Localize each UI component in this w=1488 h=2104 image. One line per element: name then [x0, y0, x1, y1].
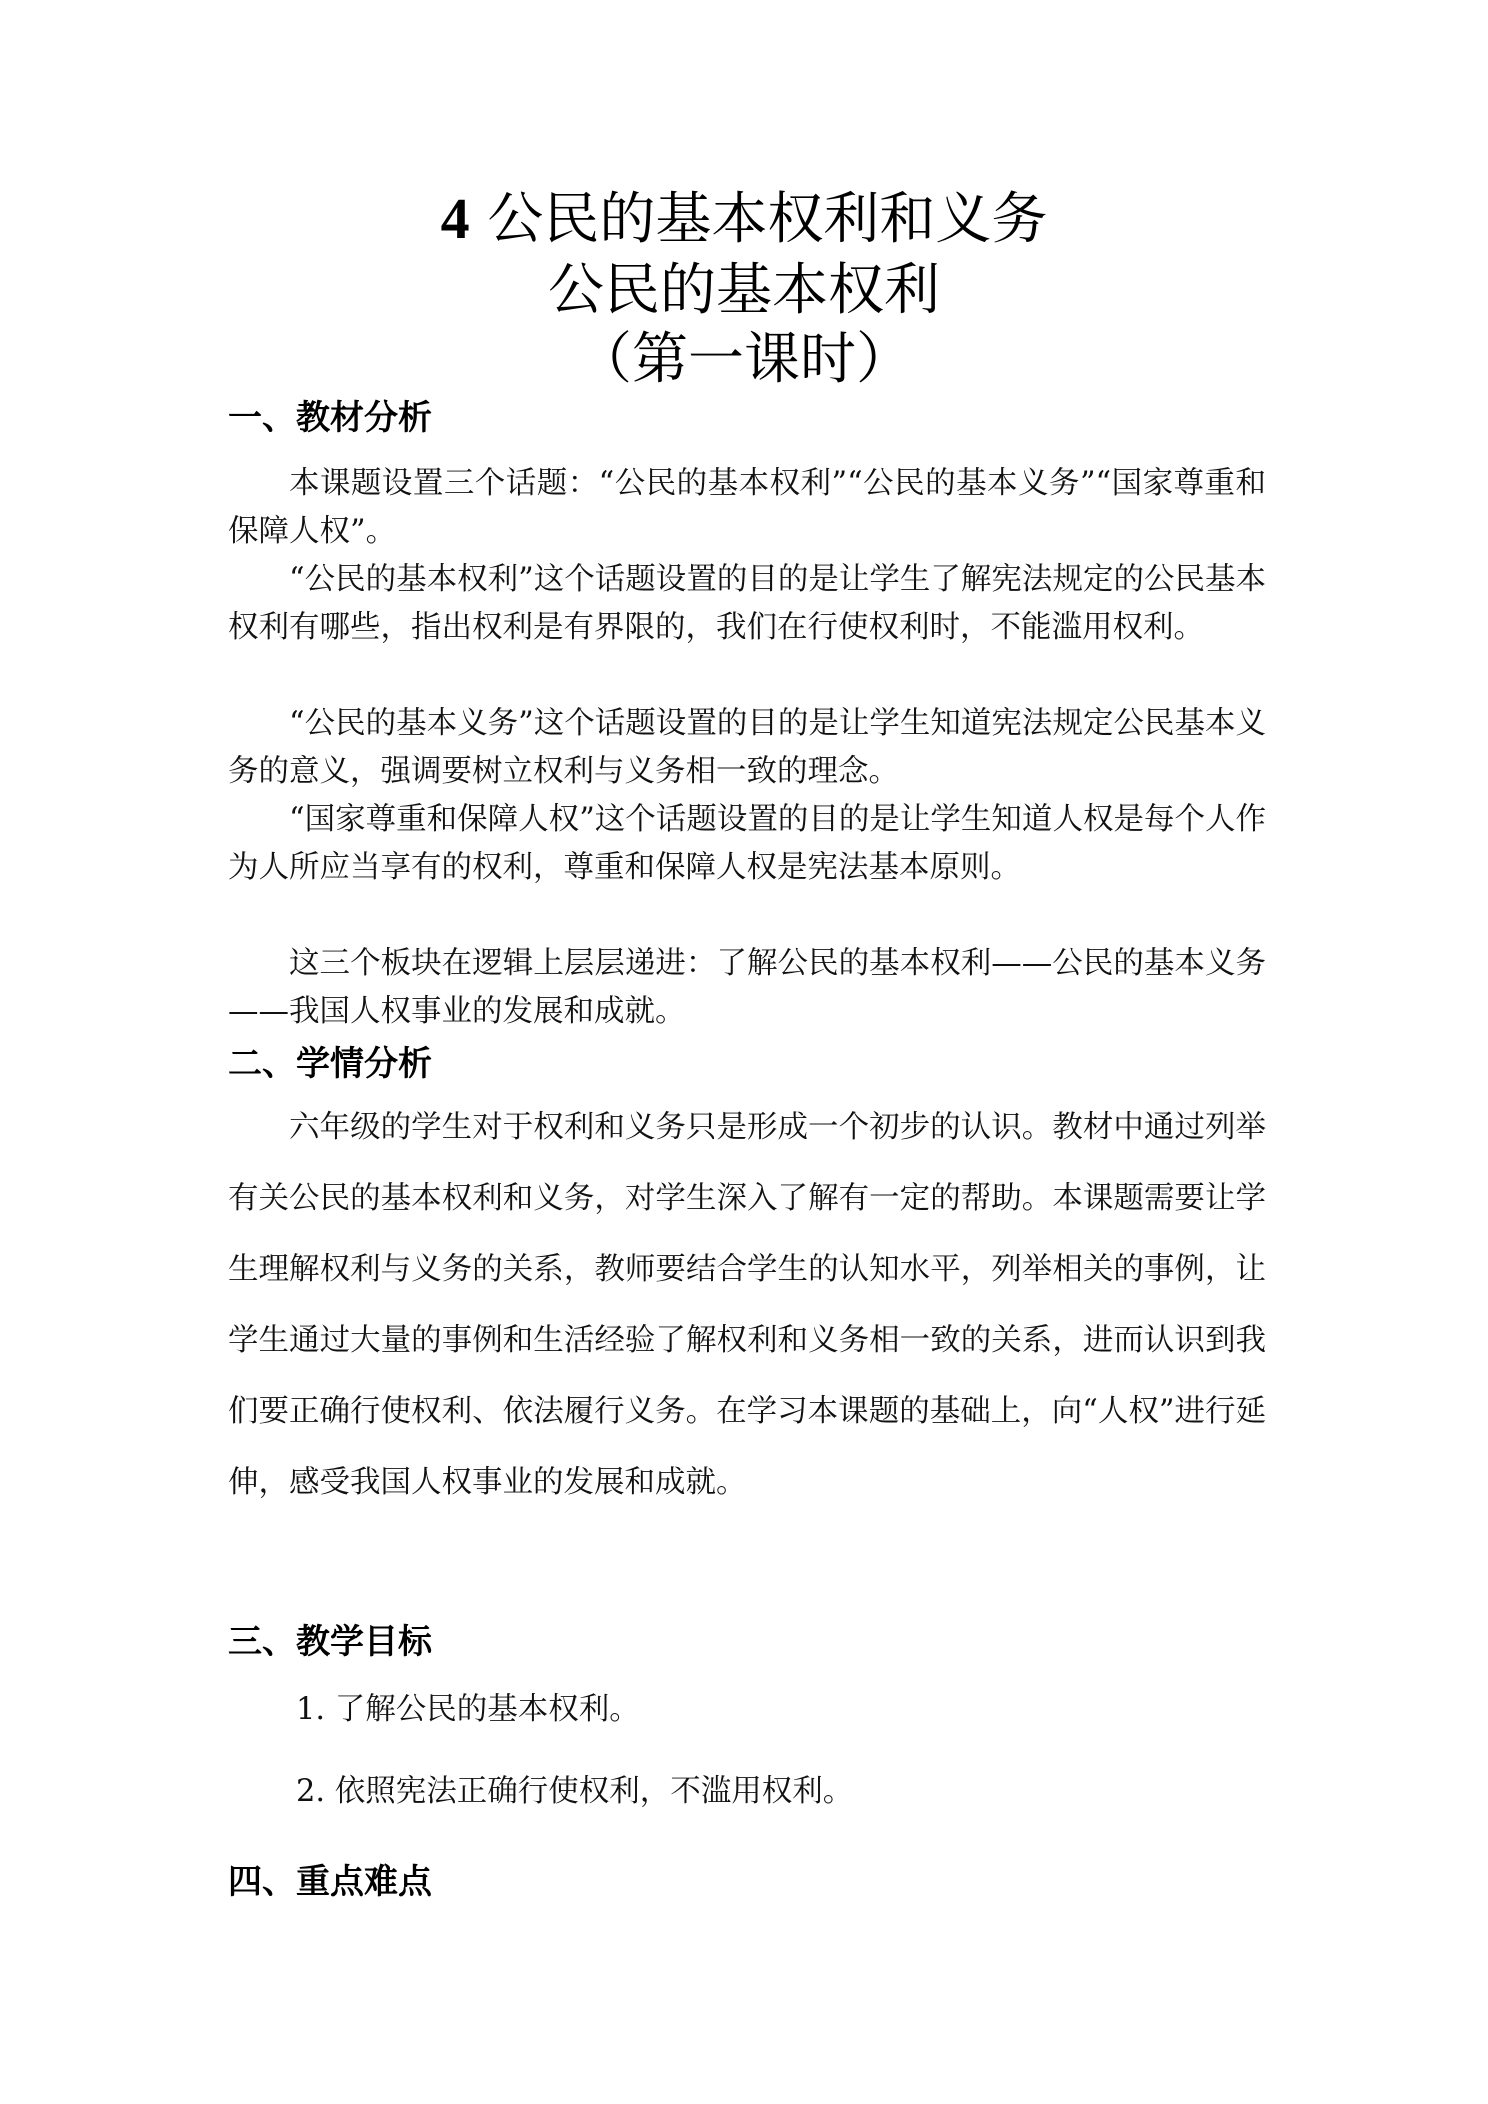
lesson-title-text: 公民的基本权利和义务: [487, 187, 1048, 252]
lesson-title: [0, 184, 1488, 255]
paragraph: “国家尊重和保障人权”这个话题设置的目的是让学生知道人权是每个人作为人所应当享有的权利，尊重和保障人权是宪法基本原则。: [228, 802, 1266, 885]
objective-item: 1. 了解公民的基本权利。: [296, 1692, 640, 1727]
lesson-subtitle: 公民的基本权利: [548, 258, 940, 323]
lesson-period: （第一课时）: [576, 327, 912, 392]
paragraph: 这三个板块在逻辑上层层递进：了解公民的基本权利——公民的基本义务——我国人权事业的发展和成就。: [228, 946, 1266, 1029]
paragraph: “公民的基本义务”这个话题设置的目的是让学生知道宪法规定公民基本义务的意义，强调要树立权利与义务相一致的理念。: [228, 706, 1266, 789]
paragraph: 本课题设置三个话题：“公民的基本权利”“公民的基本义务”“国家尊重和保障人权”。: [228, 466, 1266, 549]
section-heading-key-points: 四、重点难点: [228, 1862, 432, 1902]
section-heading-textbook-analysis: 一、教材分析: [228, 398, 432, 438]
lesson-number: 4: [440, 186, 470, 251]
section-heading-learner-analysis: 二、学情分析: [228, 1044, 432, 1084]
objective-item: 2. 依照宪法正确行使权利，不滥用权利。: [296, 1774, 854, 1809]
section-heading-teaching-objectives: 三、教学目标: [228, 1622, 432, 1662]
paragraph: 六年级的学生对于权利和义务只是形成一个初步的认识。教材中通过列举有关公民的基本权利和义务，对学生深入了解有一定的帮助。本课题需要让学生理解权利与义务的关系，教师要结合学生的认知水平，列举相关的事例，让学生通过大量的事例和生活经验了解权利和义务相一致的关系，进而认识到我们要正确行使权利、依法履行义务。在学习本课题的基础上，向“人权”进行延伸，感受我国人权事业的发展和成就。: [228, 1110, 1266, 1500]
paragraph: “公民的基本权利”这个话题设置的目的是让学生了解宪法规定的公民基本权利有哪些，指出权利是有界限的，我们在行使权利时，不能滥用权利。: [228, 562, 1266, 645]
